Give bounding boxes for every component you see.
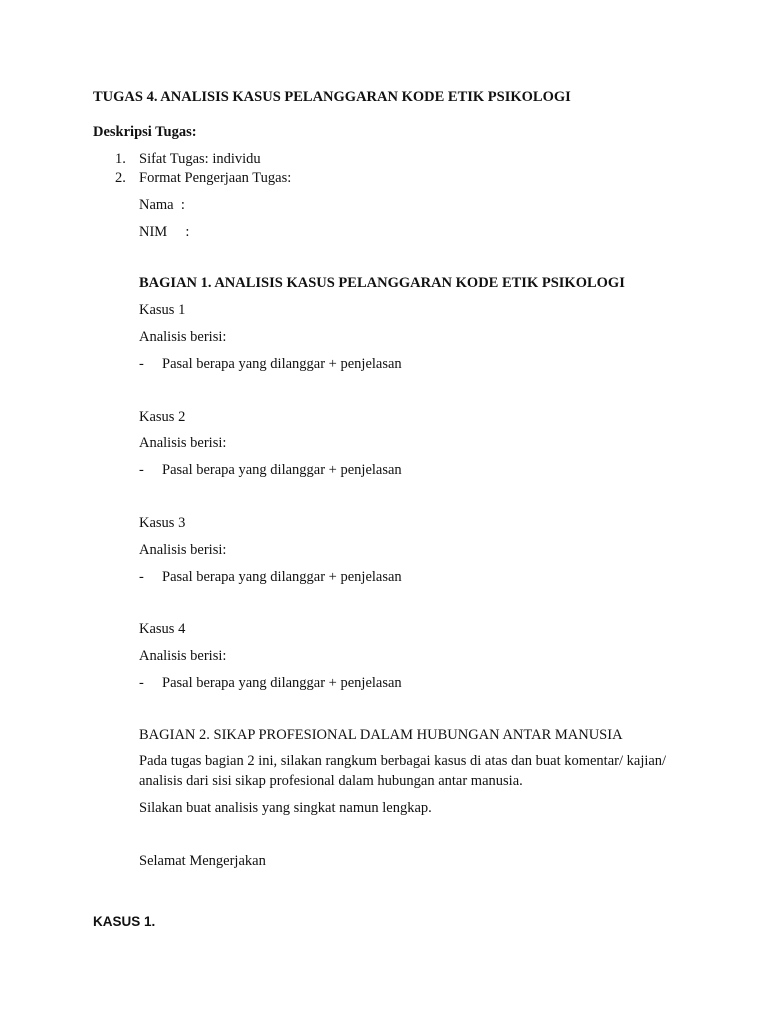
list-number-1: 1. (115, 151, 126, 167)
list-number-2: 2. (115, 170, 126, 186)
description-heading: Deskripsi Tugas: (93, 124, 197, 140)
case-4-analysis-label: Analisis berisi: (139, 648, 227, 664)
case-2-dash: - (139, 462, 144, 478)
closing-text: Selamat Mengerjakan (139, 853, 266, 869)
bagian1-heading: BAGIAN 1. ANALISIS KASUS PELANGGARAN KODE ETIK PSIKOLOGI (139, 275, 625, 291)
kasus-1-heading: KASUS 1. (93, 914, 156, 929)
case-1-item: Pasal berapa yang dilanggar + penjelasan (162, 356, 402, 372)
case-2-analysis-label: Analisis berisi: (139, 435, 227, 451)
case-3-dash: - (139, 569, 144, 585)
case-2-item: Pasal berapa yang dilanggar + penjelasan (162, 462, 402, 478)
case-1-label: Kasus 1 (139, 302, 186, 318)
nim-field-label: NIM : (139, 224, 190, 240)
bagian2-heading: BAGIAN 2. SIKAP PROFESIONAL DALAM HUBUNGAN ANTAR MANUSIA (139, 727, 623, 743)
case-1-analysis-label: Analisis berisi: (139, 329, 227, 345)
case-4-label: Kasus 4 (139, 621, 186, 637)
list-item-sifat: Sifat Tugas: individu (139, 151, 261, 167)
case-1-dash: - (139, 356, 144, 372)
case-2-label: Kasus 2 (139, 409, 186, 425)
bagian2-paragraph: Pada tugas bagian 2 ini, silakan rangkum berbagai kasus di atas dan buat komentar/ kajian/ analisis dari sisi sikap profesional dalam hubungan antar manusia. (139, 753, 667, 789)
list-item-format: Format Pengerjaan Tugas: (139, 170, 292, 186)
case-3-analysis-label: Analisis berisi: (139, 542, 227, 558)
nama-field-label: Nama : (139, 197, 185, 213)
case-3-item: Pasal berapa yang dilanggar + penjelasan (162, 569, 402, 585)
document-title: TUGAS 4. ANALISIS KASUS PELANGGARAN KODE ETIK PSIKOLOGI (93, 89, 571, 105)
case-4-item: Pasal berapa yang dilanggar + penjelasan (162, 675, 402, 691)
case-4-dash: - (139, 675, 144, 691)
bagian2-instruction: Silakan buat analisis yang singkat namun lengkap. (139, 800, 432, 816)
case-3-label: Kasus 3 (139, 515, 186, 531)
